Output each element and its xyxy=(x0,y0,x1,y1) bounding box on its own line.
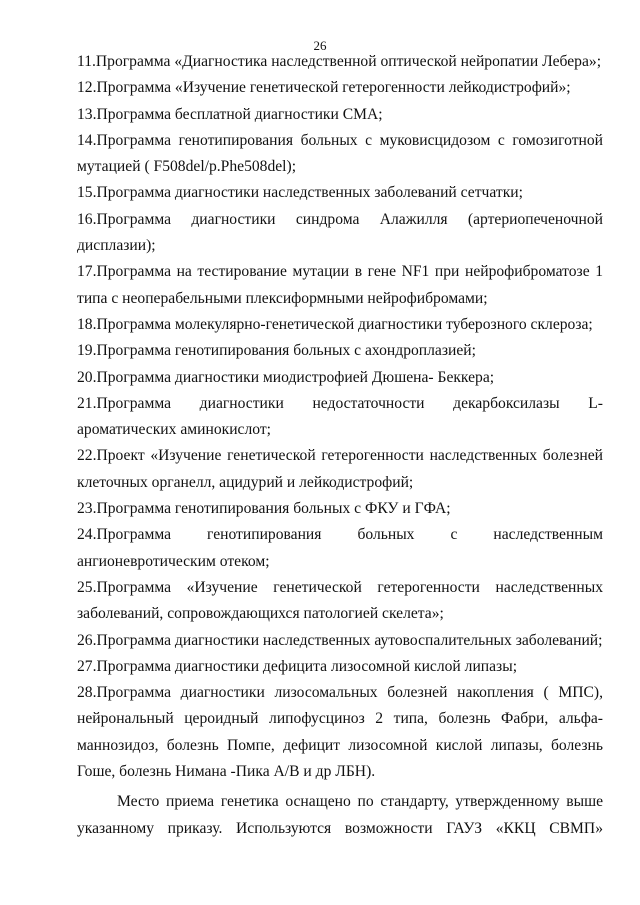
page-content xyxy=(77,49,603,842)
list-item-20: 20.Программа диагностики миодистрофией Дюшена- Беккера; xyxy=(77,368,495,386)
list-item-19: 19.Программа генотипирования больных с ахондроплазией; xyxy=(77,342,476,360)
list-item-22: 22.Проект «Изучение генетической гетерогенности наследственных болезней клеточных органелл, ацидурий и лейкодистрофий; xyxy=(77,447,603,491)
list-item-11: 11.Программа «Диагностика наследственной оптической нейропатии Лебера»; xyxy=(77,53,602,70)
list-item-28: 28.Программа диагностики лизосомальных болезней накопления ( МПС), нейрональный цероидный липофусциноз 2 типа, болезнь Фабри, альфа-маннозидоз, болезнь Помпе, дефицит лизосомной кислой липазы, болезнь Гоше, болезнь Нимана -Пика А/В и др ЛБН). xyxy=(77,684,603,781)
list-item-23: 23.Программа генотипирования больных с ФКУ и ГФА; xyxy=(77,500,451,518)
list-item-14: 14.Программа генотипирования больных с муковисцидозом с гомозиготной мутацией ( F508del/p.Phe508del); xyxy=(77,131,603,176)
list-item-16: 16.Программа диагностики синдрома Алажилля (артериопеченочной дисплазии); xyxy=(77,210,603,255)
list-item-13: 13.Программа бесплатной диагностики СМА; xyxy=(77,105,383,123)
list-item-17: 17.Программа на тестирование мутации в гене NF1 при нейрофиброматозе 1 типа с неоперабельными плексиформными нейрофибромами; xyxy=(77,263,603,307)
list-item-25: 25.Программа «Изучение генетической гетерогенности наследственных заболеваний, сопровождающихся патологией скелета»; xyxy=(77,578,603,623)
body-paragraph: Место приема генетика оснащено по стандарту, утвержденному выше указанному приказу. Используются возможности ГАУЗ «ККЦ СВМП» xyxy=(77,793,603,837)
list-item-24: 24.Программа генотипирования больных с наследственным ангионевротическим отеком; xyxy=(77,526,603,570)
list-item-27: 27.Программа диагностики дефицита лизосомной кислой липазы; xyxy=(77,657,518,675)
list-item-26: 26.Программа диагностики наследственных аутовоспалительных заболеваний; xyxy=(77,631,603,649)
list-item-15: 15.Программа диагностики наследственных заболеваний сетчатки; xyxy=(77,184,523,202)
page-number: 26 xyxy=(313,38,327,53)
list-item-12: 12.Программа «Изучение генетической гетерогенности лейкодистрофий»; xyxy=(77,79,571,97)
list-item-18: 18.Программа молекулярно-генетической диагностики туберозного склероза; xyxy=(77,315,593,333)
list-item-21: 21.Программа диагностики недостаточности декарбоксилазы L-ароматических аминокислот; xyxy=(77,394,603,439)
